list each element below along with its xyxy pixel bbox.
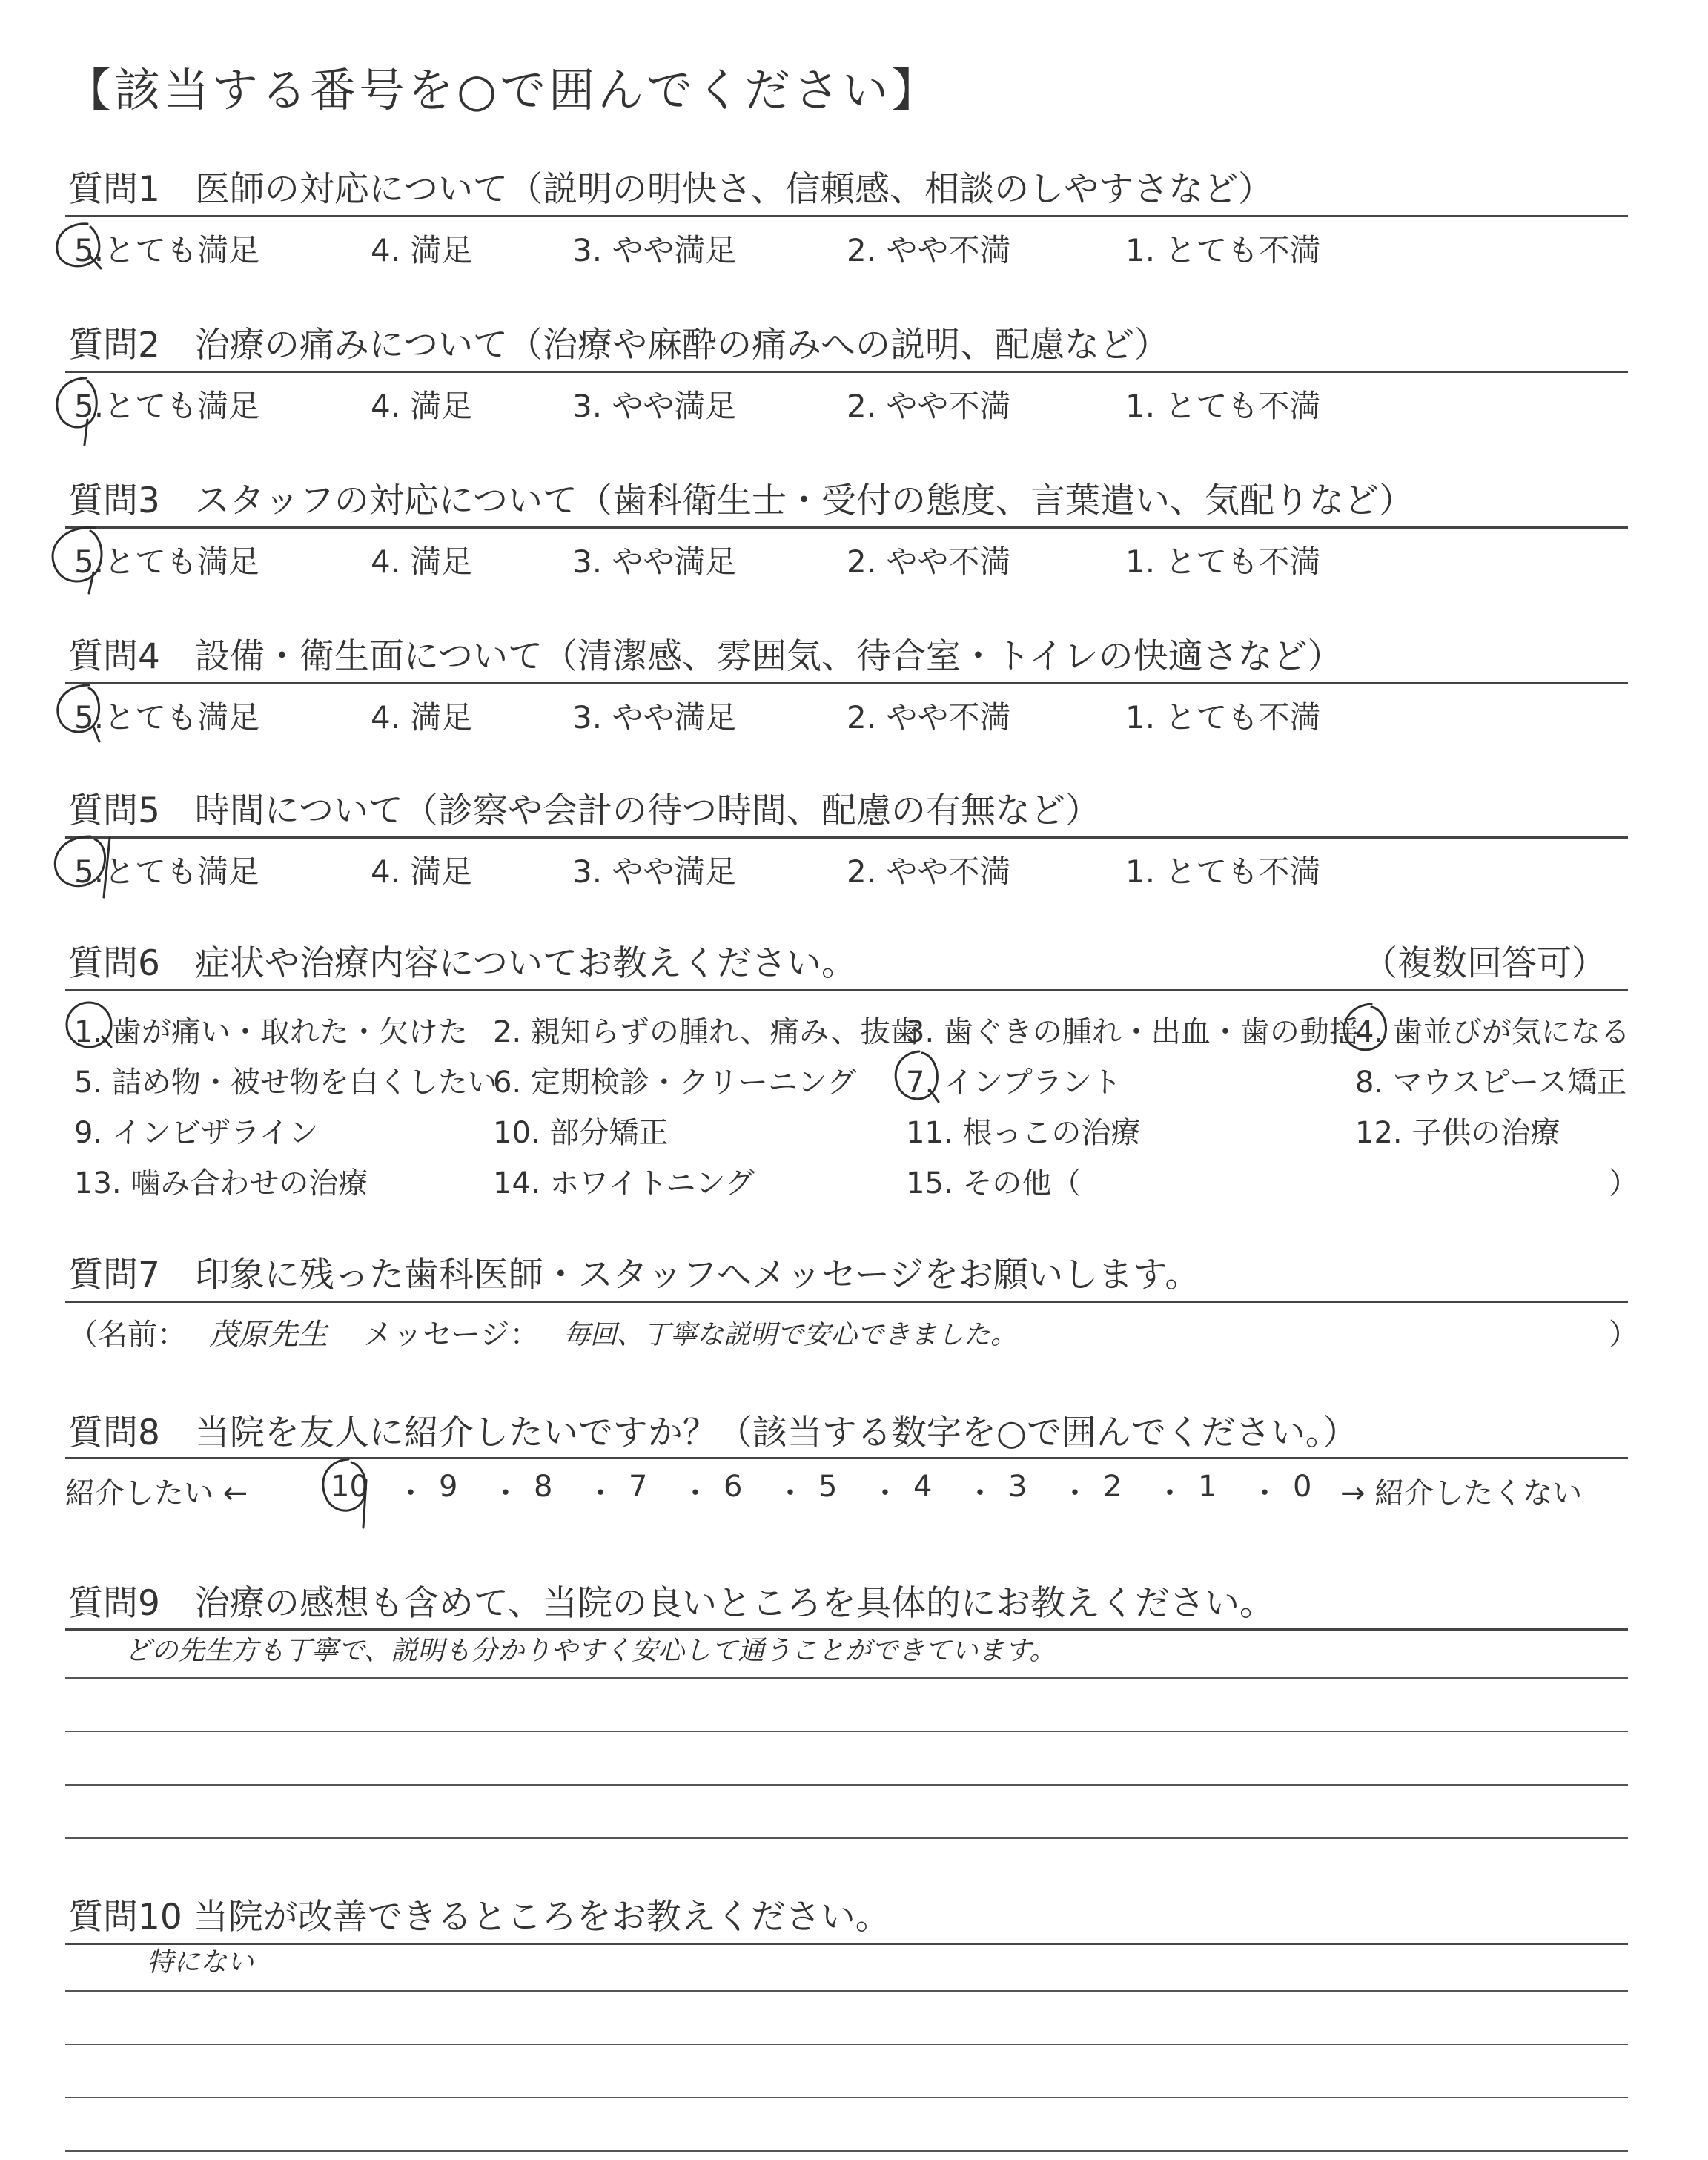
q8-scale-10[interactable]: 10 (331, 1470, 368, 1504)
page-header: 【該当する番号を○で囲んでください】 (65, 63, 941, 117)
scale-dot: ・ (965, 1476, 995, 1510)
answer-line (65, 2097, 1628, 2098)
q8-scale-8[interactable]: 8 (534, 1470, 553, 1504)
q3-option-2[interactable]: 2. やや不満 (847, 544, 1011, 580)
question-6-title: 質問6 症状や治療内容についてお教えください。 (68, 943, 856, 984)
scale-dot: ・ (1060, 1476, 1090, 1510)
q6-other-close-paren: ） (1609, 1166, 1638, 1200)
q6-option-3[interactable]: 3. 歯ぐきの腫れ・出血・歯の動揺 (906, 1015, 1359, 1049)
q5-option-2[interactable]: 2. やや不満 (847, 853, 1011, 890)
question-6-note: （複数回答可） (1363, 943, 1606, 984)
q6-option-6[interactable]: 6. 定期検診・クリーニング (493, 1066, 857, 1100)
q2-option-1[interactable]: 1. とても不満 (1125, 388, 1321, 424)
q7-name-value[interactable]: 茂原先生 (209, 1318, 328, 1352)
q4-option-4[interactable]: 4. 満足 (371, 699, 473, 736)
q6-option-10[interactable]: 10. 部分矯正 (493, 1116, 669, 1150)
question-1-title: 質問1 医師の対応について（説明の明快さ、信頼感、相談のしやすさなど） (68, 169, 1274, 210)
q6-option-2[interactable]: 2. 親知らずの腫れ、痛み、抜歯 (493, 1015, 920, 1049)
q1-option-3[interactable]: 3. やや満足 (572, 232, 737, 268)
q8-left-label: 紹介したい ← (65, 1476, 248, 1510)
q10-answer[interactable]: 特にない (147, 1947, 254, 1978)
scale-dot: ・ (491, 1476, 520, 1510)
question-5-title: 質問5 時間について（診察や会計の待つ時間、配慮の有無など） (68, 790, 1100, 831)
q6-option-14[interactable]: 14. ホワイトニング (493, 1166, 755, 1200)
q4-option-5[interactable]: 5.とても満足 (74, 699, 260, 736)
scale-dot: ・ (586, 1476, 615, 1510)
question-4-title: 質問4 設備・衛生面について（清潔感、雰囲気、待合室・トイレの快適さなど） (68, 636, 1343, 677)
scale-dot: ・ (1155, 1476, 1185, 1510)
scale-dot: ・ (775, 1476, 805, 1510)
divider (65, 526, 1628, 529)
q7-close-paren: ） (1609, 1318, 1638, 1352)
q8-scale-1[interactable]: 1 (1198, 1470, 1217, 1504)
q8-scale-0[interactable]: 0 (1293, 1470, 1312, 1504)
divider (65, 682, 1628, 684)
scale-dot: ・ (396, 1476, 426, 1510)
q8-scale-7[interactable]: 7 (629, 1470, 648, 1504)
answer-line (65, 1677, 1628, 1679)
q8-scale-3[interactable]: 3 (1008, 1470, 1027, 1504)
answer-line (65, 2044, 1628, 2045)
divider (65, 215, 1628, 217)
q4-option-2[interactable]: 2. やや不満 (847, 699, 1011, 736)
divider (65, 1943, 1628, 1945)
q8-scale-2[interactable]: 2 (1103, 1470, 1122, 1504)
scale-dot: ・ (870, 1476, 900, 1510)
answer-line (65, 2150, 1628, 2152)
q3-option-5[interactable]: 5.とても満足 (74, 544, 260, 580)
q2-option-4[interactable]: 4. 満足 (371, 388, 473, 424)
q8-scale-4[interactable]: 4 (913, 1470, 933, 1504)
q6-option-1[interactable]: 1. 歯が痛い・取れた・欠けた (74, 1015, 468, 1049)
divider (65, 1457, 1628, 1459)
divider (65, 836, 1628, 839)
divider (65, 1301, 1628, 1303)
question-10-title: 質問10 当院が改善できるところをお教えください。 (68, 1897, 890, 1938)
q6-option-5[interactable]: 5. 詰め物・被せ物を白くしたい (74, 1066, 497, 1100)
q2-option-2[interactable]: 2. やや不満 (847, 388, 1011, 424)
q5-option-5[interactable]: 5.とても満足 (74, 853, 260, 890)
answer-line (65, 1731, 1628, 1732)
answer-line (65, 1990, 1628, 1992)
q5-option-4[interactable]: 4. 満足 (371, 853, 473, 890)
divider (65, 989, 1628, 991)
q6-option-8[interactable]: 8. マウスピース矯正 (1355, 1066, 1627, 1100)
q3-option-4[interactable]: 4. 満足 (371, 544, 473, 580)
answer-line (65, 1837, 1628, 1839)
question-3-title: 質問3 スタッフの対応について（歯科衛生士・受付の態度、言葉遣い、気配りなど） (68, 480, 1414, 521)
divider (65, 371, 1628, 373)
scale-dot: ・ (1250, 1476, 1280, 1510)
q6-option-15[interactable]: 15. その他（ (906, 1166, 1082, 1200)
q1-option-4[interactable]: 4. 満足 (371, 232, 473, 268)
q6-option-7[interactable]: 7. インプラント (906, 1066, 1122, 1100)
q7-message-label: メッセージ： (363, 1318, 540, 1352)
question-7-title: 質問7 印象に残った歯科医師・スタッフへメッセージをお願いします。 (68, 1255, 1200, 1295)
scale-dot: ・ (681, 1476, 710, 1510)
q9-answer[interactable]: どの先生方も丁寧で、説明も分かりやすく安心して通うことができています。 (125, 1636, 1056, 1666)
q2-option-3[interactable]: 3. やや満足 (572, 388, 737, 424)
q6-option-11[interactable]: 11. 根っこの治療 (906, 1116, 1141, 1150)
question-9-title: 質問9 治療の感想も含めて、当院の良いところを具体的にお教えください。 (68, 1583, 1274, 1624)
answer-line (65, 1784, 1628, 1786)
q2-option-5[interactable]: 5.とても満足 (74, 388, 260, 424)
q8-scale-6[interactable]: 6 (724, 1470, 743, 1504)
q3-option-1[interactable]: 1. とても不満 (1125, 544, 1321, 580)
q1-option-5[interactable]: 5.とても満足 (74, 232, 260, 268)
q8-scale-9[interactable]: 9 (439, 1470, 458, 1504)
q7-name-label: （名前： (68, 1318, 187, 1352)
q6-option-4[interactable]: 4. 歯並びが気になる (1355, 1015, 1630, 1049)
question-8-title: 質問8 当院を友人に紹介したいですか？（該当する数字を○で囲んでください。） (68, 1413, 1358, 1453)
q6-option-13[interactable]: 13. 噛み合わせの治療 (74, 1166, 368, 1200)
q5-option-3[interactable]: 3. やや満足 (572, 853, 737, 890)
question-2-title: 質問2 治療の痛みについて（治療や麻酔の痛みへの説明、配慮など） (68, 325, 1170, 366)
q3-option-3[interactable]: 3. やや満足 (572, 544, 737, 580)
q1-option-2[interactable]: 2. やや不満 (847, 232, 1011, 268)
q6-option-9[interactable]: 9. インビザライン (74, 1116, 319, 1150)
q7-message-value[interactable]: 毎回、丁寧な説明で安心できました。 (563, 1320, 1018, 1350)
q8-right-label: → 紹介したくない (1340, 1476, 1583, 1510)
q8-scale-5[interactable]: 5 (818, 1470, 838, 1504)
q4-option-3[interactable]: 3. やや満足 (572, 699, 737, 736)
q4-option-1[interactable]: 1. とても不満 (1125, 699, 1321, 736)
q5-option-1[interactable]: 1. とても不満 (1125, 853, 1321, 890)
q1-option-1[interactable]: 1. とても不満 (1125, 232, 1321, 268)
q6-option-12[interactable]: 12. 子供の治療 (1355, 1116, 1560, 1150)
